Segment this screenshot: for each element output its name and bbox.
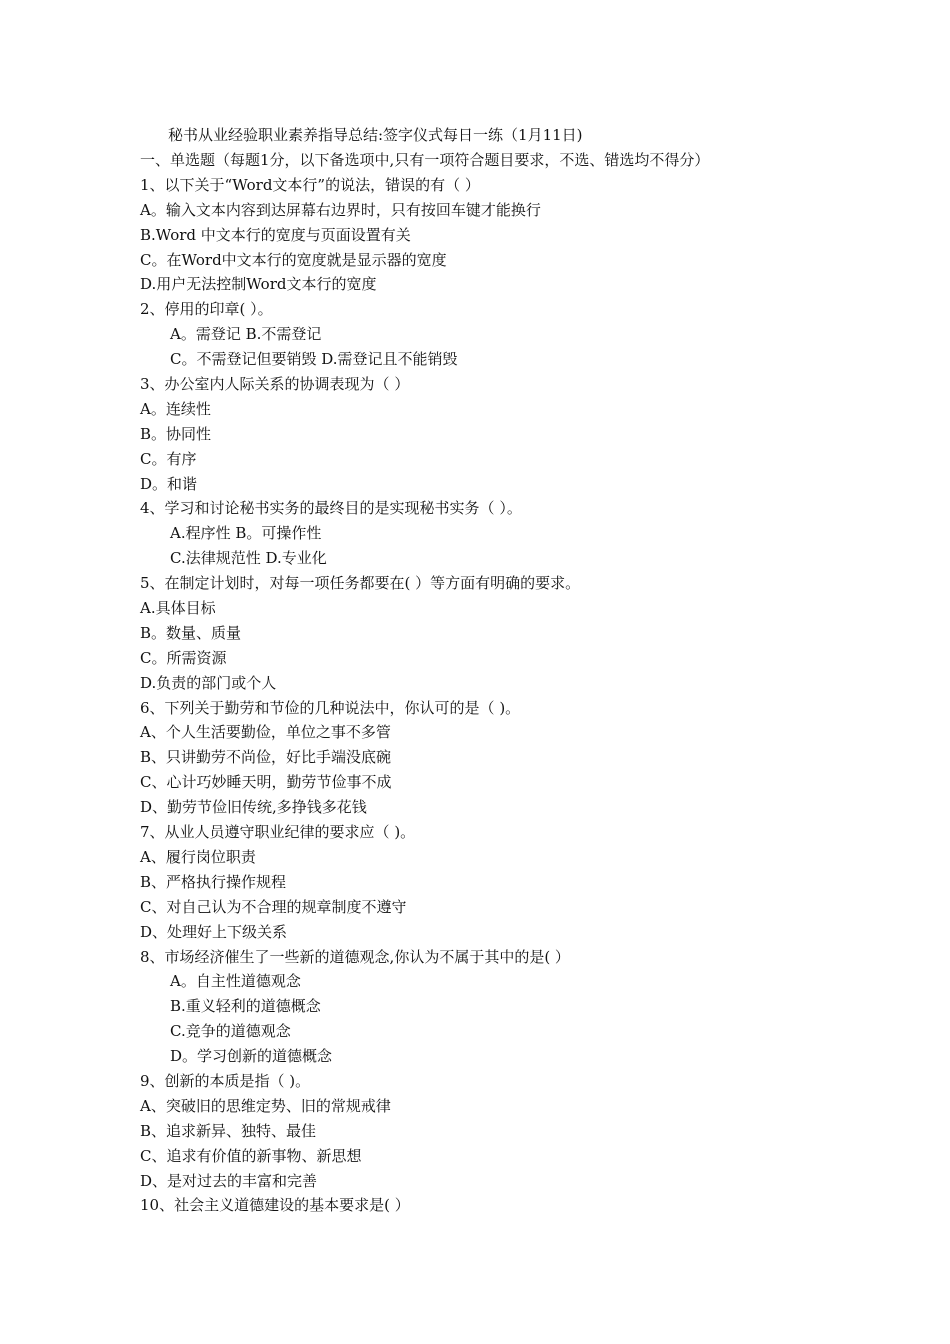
text-line: C.法律规范性 D.专业化	[170, 549, 327, 568]
text-line: 2、停用的印章( ）。	[140, 300, 273, 319]
text-line: B.Word 中文本行的宽度与页面设置有关	[140, 225, 411, 244]
text-line: D。学习创新的道德概念	[170, 1047, 333, 1066]
text-line: C。在Word中文本行的宽度就是显示器的宽度	[140, 250, 447, 269]
text-line: C。不需登记但要销毁 D.需登记且不能销毁	[170, 350, 458, 369]
text-line: D、处理好上下级关系	[140, 922, 288, 941]
text-line: B.重义轻利的道德概念	[170, 997, 321, 1016]
text-line: C。有序	[140, 449, 197, 468]
text-line: D。和谐	[140, 474, 198, 493]
text-line: C、心计巧妙睡天明，勤劳节俭事不成	[140, 773, 392, 792]
text-line: A。输入文本内容到达屏幕右边界时，只有按回车键才能换行	[140, 200, 541, 219]
text-line: B、只讲勤劳不尚俭，好比手端没底碗	[140, 748, 392, 767]
text-line: 3、办公室内人际关系的协调表现为（ ）	[140, 375, 410, 394]
text-line: 一、单选题（每题1分，以下备选项中,只有一项符合题目要求，不选、错选均不得分）	[140, 151, 710, 169]
document-body	[140, 148, 840, 1218]
text-line: A、突破旧的思维定势、旧的常规戒律	[140, 1096, 391, 1115]
text-line: A。自主性道德观念	[170, 972, 301, 991]
text-line: A、个人生活要勤俭，单位之事不多管	[140, 723, 391, 742]
text-line: B、严格执行操作规程	[140, 872, 287, 891]
text-line: B、追求新异、独特、最佳	[140, 1121, 317, 1140]
text-line: 7、从业人员遵守职业纪律的要求应（ )。	[140, 823, 416, 842]
text-line: C、追求有价值的新事物、新思想	[140, 1146, 362, 1165]
text-line: D、勤劳节俭旧传统,多挣钱多花钱	[140, 798, 367, 817]
text-line: A、履行岗位职责	[140, 847, 256, 866]
text-line: 8、市场经济催生了一些新的道德观念,你认为不属于其中的是( ）	[140, 947, 570, 966]
text-line: D、是对过去的丰富和完善	[140, 1171, 318, 1190]
text-line: B。协同性	[140, 424, 212, 443]
text-line: 5、在制定计划时，对每一项任务都要在( ）等方面有明确的要求。	[140, 574, 581, 593]
document-title: 秘书从业经验职业素养指导总结:签字仪式每日一练（1月11日)	[168, 126, 583, 144]
text-line: 4、学习和讨论秘书实务的最终目的是实现秘书实务（ ）。	[140, 499, 522, 518]
text-line: C。所需资源	[140, 648, 227, 667]
text-line: 1、以下关于“Word文本行”的说法，错误的有（ ）	[140, 175, 480, 194]
text-line: A.具体目标	[140, 599, 216, 618]
text-line: D.负责的部门或个人	[140, 673, 277, 692]
text-line: A。需登记 B.不需登记	[170, 325, 322, 344]
text-line: D.用户无法控制Word文本行的宽度	[140, 275, 377, 294]
text-line: 9、创新的本质是指（ )。	[140, 1071, 311, 1090]
text-line: C.竞争的道德观念	[170, 1022, 291, 1041]
text-line: 6、下列关于勤劳和节俭的几种说法中，你认可的是（ )。	[140, 698, 521, 717]
text-line: A.程序性 B。可操作性	[170, 524, 322, 543]
text-line: 10、社会主义道德建设的基本要求是( ）	[140, 1196, 410, 1215]
text-line: A。连续性	[140, 399, 211, 418]
text-line: B。数量、质量	[140, 623, 242, 642]
text-line: C、对自己认为不合理的规章制度不遵守	[140, 897, 407, 916]
